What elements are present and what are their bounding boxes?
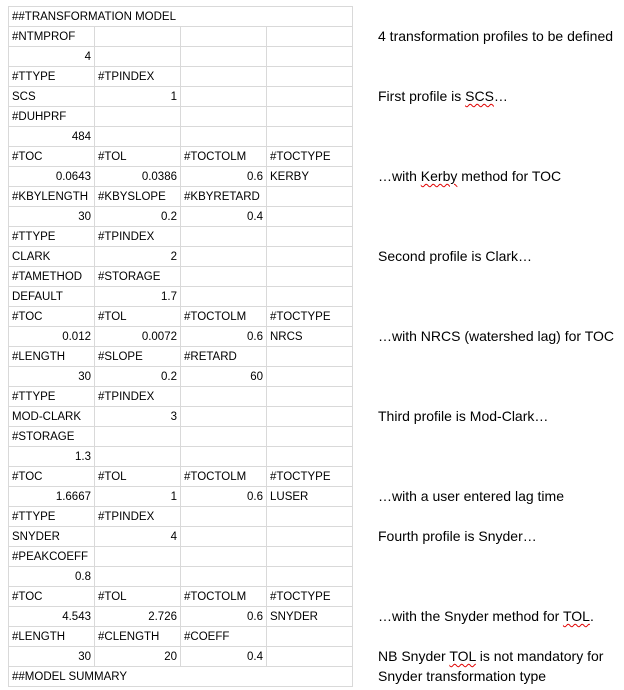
sheet-cell[interactable] — [267, 387, 353, 407]
sheet-row — [9, 7, 353, 27]
sheet-cell[interactable]: 0.0386 — [95, 167, 181, 187]
annotation-text: 4 transformation profiles to be defined — [378, 28, 614, 44]
sheet-cell[interactable]: #TOC — [9, 307, 95, 327]
sheet-row — [9, 587, 353, 607]
sheet-cell[interactable]: 30 — [9, 367, 95, 387]
sheet-cell[interactable]: 3 — [95, 407, 181, 427]
annotation-text: …with — [378, 168, 421, 184]
sheet-cell[interactable] — [267, 567, 353, 587]
sheet-cell[interactable]: #TOCTYPE — [267, 587, 353, 607]
spreadsheet-grid — [8, 6, 353, 687]
sheet-row — [9, 427, 353, 447]
annotation-note — [378, 86, 622, 106]
sheet-cell[interactable]: #PEAKCOEFF — [9, 547, 95, 567]
sheet-row — [9, 267, 353, 287]
annotation-note — [378, 166, 622, 186]
sheet-cell[interactable]: #COEFF — [181, 627, 267, 647]
sheet-cell[interactable]: 60 — [181, 367, 267, 387]
sheet-cell[interactable]: 4 — [95, 527, 181, 547]
sheet-cell[interactable]: #LENGTH — [9, 627, 95, 647]
sheet-row — [9, 627, 353, 647]
sheet-cell[interactable]: 0.0643 — [9, 167, 95, 187]
sheet-row — [9, 527, 353, 547]
sheet-cell[interactable]: #TOCTOLM — [181, 587, 267, 607]
annotation-note — [378, 646, 622, 686]
sheet-cell[interactable]: 4 — [9, 47, 95, 67]
annotation-note — [378, 526, 622, 546]
sheet-cell[interactable]: #KBYRETARD — [181, 187, 267, 207]
sheet-cell[interactable]: 0.6 — [181, 167, 267, 187]
sheet-cell[interactable] — [181, 107, 267, 127]
spellcheck-flagged-text: Kerby — [420, 168, 458, 184]
sheet-cell[interactable] — [267, 67, 353, 87]
sheet-cell[interactable] — [181, 127, 267, 147]
sheet-cell[interactable]: 0.6 — [181, 327, 267, 347]
sheet-cell[interactable]: 1.7 — [95, 287, 181, 307]
annotation-note — [378, 486, 622, 506]
sheet-row — [9, 667, 353, 687]
sheet-cell[interactable] — [267, 227, 353, 247]
sheet-cell[interactable] — [95, 427, 181, 447]
sheet-cell[interactable] — [267, 347, 353, 367]
sheet-cell[interactable] — [181, 447, 267, 467]
sheet-cell[interactable] — [267, 427, 353, 447]
sheet-cell[interactable]: #KBYSLOPE — [95, 187, 181, 207]
sheet-cell[interactable]: #RETARD — [181, 347, 267, 367]
annotation-text: Third profile is Mod-Clark… — [378, 408, 549, 424]
sheet-cell[interactable] — [181, 427, 267, 447]
sheet-cell[interactable] — [267, 247, 353, 267]
annotation-text: NB Snyder — [378, 648, 450, 664]
sheet-cell[interactable]: ##TRANSFORMATION MODEL — [9, 7, 353, 27]
sheet-cell[interactable]: 20 — [95, 647, 181, 667]
sheet-row — [9, 547, 353, 567]
sheet-cell[interactable]: #TTYPE — [9, 67, 95, 87]
sheet-cell[interactable]: #TOL — [95, 587, 181, 607]
sheet-cell[interactable] — [95, 447, 181, 467]
annotation-note — [378, 406, 622, 426]
sheet-cell[interactable]: DEFAULT — [9, 287, 95, 307]
sheet-row — [9, 187, 353, 207]
annotation-text: …with NRCS (watershed lag) for TOC — [378, 328, 614, 344]
annotation-text: Second profile is Clark… — [378, 248, 533, 264]
sheet-cell[interactable]: #KBYLENGTH — [9, 187, 95, 207]
annotation-note — [378, 26, 622, 46]
sheet-cell[interactable] — [181, 247, 267, 267]
sheet-cell[interactable] — [267, 507, 353, 527]
sheet-cell[interactable]: #TPINDEX — [95, 507, 181, 527]
sheet-row — [9, 47, 353, 67]
sheet-cell[interactable] — [267, 27, 353, 47]
sheet-cell[interactable]: #TOL — [95, 467, 181, 487]
sheet-row — [9, 407, 353, 427]
sheet-cell[interactable] — [267, 127, 353, 147]
sheet-cell[interactable]: #NTMPROF — [9, 27, 95, 47]
sheet-cell[interactable]: 0.0072 — [95, 327, 181, 347]
sheet-cell[interactable]: 0.2 — [95, 207, 181, 227]
sheet-cell[interactable] — [95, 47, 181, 67]
sheet-row — [9, 147, 353, 167]
sheet-cell[interactable]: 0.8 — [9, 567, 95, 587]
sheet-cell[interactable] — [181, 287, 267, 307]
sheet-cell[interactable] — [181, 267, 267, 287]
sheet-cell[interactable] — [181, 527, 267, 547]
sheet-cell[interactable] — [267, 87, 353, 107]
spellcheck-flagged-text: TOL — [449, 648, 476, 664]
sheet-cell[interactable]: 0.012 — [9, 327, 95, 347]
sheet-cell[interactable]: #TPINDEX — [95, 67, 181, 87]
sheet-cell[interactable]: SCS — [9, 87, 95, 107]
sheet-cell[interactable]: SNYDER — [9, 527, 95, 547]
sheet-cell[interactable] — [267, 407, 353, 427]
sheet-cell[interactable]: 4.543 — [9, 607, 95, 627]
spellcheck-flagged-text: TOL — [562, 608, 590, 624]
sheet-cell[interactable]: MOD-CLARK — [9, 407, 95, 427]
sheet-cell[interactable]: 0.2 — [95, 367, 181, 387]
sheet-cell[interactable] — [181, 67, 267, 87]
sheet-row — [9, 367, 353, 387]
sheet-cell[interactable] — [267, 47, 353, 67]
sheet-cell[interactable] — [95, 27, 181, 47]
sheet-row — [9, 247, 353, 267]
spellcheck-flagged-text: SCS — [465, 88, 494, 104]
sheet-cell[interactable] — [267, 107, 353, 127]
sheet-cell[interactable] — [95, 567, 181, 587]
sheet-cell[interactable]: #TOCTOLM — [181, 307, 267, 327]
sheet-cell[interactable] — [95, 547, 181, 567]
sheet-row — [9, 327, 353, 347]
sheet-cell[interactable] — [267, 627, 353, 647]
sheet-cell[interactable] — [267, 187, 353, 207]
sheet-cell[interactable]: #TOL — [95, 307, 181, 327]
sheet-row — [9, 207, 353, 227]
annotation-text: … — [493, 88, 508, 104]
sheet-row — [9, 27, 353, 47]
sheet-cell[interactable] — [181, 47, 267, 67]
sheet-row — [9, 347, 353, 367]
sheet-cell[interactable]: 1 — [95, 87, 181, 107]
annotation-text: Fourth profile is Snyder… — [378, 528, 537, 544]
sheet-cell[interactable]: NRCS — [267, 327, 353, 347]
sheet-cell[interactable]: #STORAGE — [95, 267, 181, 287]
sheet-cell[interactable]: #TOCTOLM — [181, 147, 267, 167]
sheet-cell[interactable]: 0.6 — [181, 487, 267, 507]
sheet-cell[interactable]: #TOCTYPE — [267, 147, 353, 167]
sheet-cell[interactable]: ##MODEL SUMMARY — [9, 667, 353, 687]
sheet-cell[interactable]: 1.6667 — [9, 487, 95, 507]
sheet-row — [9, 107, 353, 127]
sheet-cell[interactable] — [181, 27, 267, 47]
sheet-cell[interactable]: #DUHPRF — [9, 107, 95, 127]
sheet-row — [9, 567, 353, 587]
sheet-cell[interactable]: 30 — [9, 207, 95, 227]
sheet-row — [9, 167, 353, 187]
sheet-cell[interactable]: #TOC — [9, 467, 95, 487]
sheet-cell[interactable]: 2 — [95, 247, 181, 267]
annotation-text: . — [589, 608, 594, 624]
sheet-cell[interactable]: #TOL — [95, 147, 181, 167]
sheet-cell[interactable]: SNYDER — [267, 607, 353, 627]
sheet-cell[interactable]: KERBY — [267, 167, 353, 187]
sheet-cell[interactable] — [267, 647, 353, 667]
sheet-cell[interactable] — [267, 447, 353, 467]
sheet-row — [9, 467, 353, 487]
sheet-cell[interactable]: #TPINDEX — [95, 227, 181, 247]
annotation-text: …with a user entered lag time — [378, 488, 564, 504]
sheet-cell[interactable]: 1 — [95, 487, 181, 507]
sheet-cell[interactable]: #TOC — [9, 587, 95, 607]
sheet-cell[interactable]: 0.6 — [181, 607, 267, 627]
annotation-text: …with the Snyder method for — [378, 608, 563, 624]
sheet-row — [9, 87, 353, 107]
sheet-cell[interactable] — [181, 567, 267, 587]
sheet-cell[interactable]: #TTYPE — [9, 387, 95, 407]
sheet-cell[interactable] — [181, 507, 267, 527]
sheet-row — [9, 387, 353, 407]
sheet-row — [9, 287, 353, 307]
annotation-note — [378, 606, 622, 626]
sheet-row — [9, 227, 353, 247]
sheet-row — [9, 127, 353, 147]
annotation-text: method for TOC — [457, 168, 562, 184]
sheet-cell[interactable]: #LENGTH — [9, 347, 95, 367]
sheet-cell[interactable] — [267, 367, 353, 387]
sheet-row — [9, 507, 353, 527]
sheet-cell[interactable] — [95, 127, 181, 147]
sheet-cell[interactable]: #TOCTOLM — [181, 467, 267, 487]
sheet-cell[interactable] — [181, 547, 267, 567]
sheet-cell[interactable]: 1.3 — [9, 447, 95, 467]
annotation-panel — [378, 0, 624, 690]
sheet-row — [9, 607, 353, 627]
sheet-cell[interactable]: #STORAGE — [9, 427, 95, 447]
sheet-cell[interactable]: 0.4 — [181, 207, 267, 227]
sheet-cell[interactable]: #CLENGTH — [95, 627, 181, 647]
sheet-cell[interactable]: #SLOPE — [95, 347, 181, 367]
sheet-cell[interactable] — [267, 527, 353, 547]
sheet-cell[interactable]: #TOCTYPE — [267, 467, 353, 487]
spreadsheet-body — [9, 7, 353, 687]
sheet-cell[interactable]: LUSER — [267, 487, 353, 507]
annotation-note — [378, 326, 622, 346]
annotation-note — [378, 246, 622, 266]
sheet-cell[interactable] — [267, 287, 353, 307]
sheet-cell[interactable]: 484 — [9, 127, 95, 147]
sheet-cell[interactable]: 0.4 — [181, 647, 267, 667]
sheet-cell[interactable]: #TPINDEX — [95, 387, 181, 407]
sheet-cell[interactable] — [181, 407, 267, 427]
sheet-cell[interactable]: CLARK — [9, 247, 95, 267]
sheet-row — [9, 487, 353, 507]
sheet-cell[interactable]: #TAMETHOD — [9, 267, 95, 287]
annotation-text: First profile is — [378, 88, 466, 104]
sheet-cell[interactable]: #TOC — [9, 147, 95, 167]
sheet-cell[interactable]: 2.726 — [95, 607, 181, 627]
sheet-cell[interactable] — [95, 107, 181, 127]
sheet-row — [9, 67, 353, 87]
sheet-cell[interactable] — [181, 87, 267, 107]
sheet-cell[interactable] — [267, 267, 353, 287]
sheet-cell[interactable]: #TTYPE — [9, 227, 95, 247]
annotation-text: is not mandatory for Snyder transformation type — [378, 648, 604, 684]
sheet-cell[interactable] — [181, 227, 267, 247]
sheet-cell[interactable] — [181, 387, 267, 407]
sheet-row — [9, 647, 353, 667]
sheet-cell[interactable]: 30 — [9, 647, 95, 667]
sheet-row — [9, 307, 353, 327]
sheet-row — [9, 447, 353, 467]
sheet-cell[interactable]: #TTYPE — [9, 507, 95, 527]
sheet-cell[interactable]: #TOCTYPE — [267, 307, 353, 327]
sheet-cell[interactable] — [267, 207, 353, 227]
sheet-cell[interactable] — [267, 547, 353, 567]
